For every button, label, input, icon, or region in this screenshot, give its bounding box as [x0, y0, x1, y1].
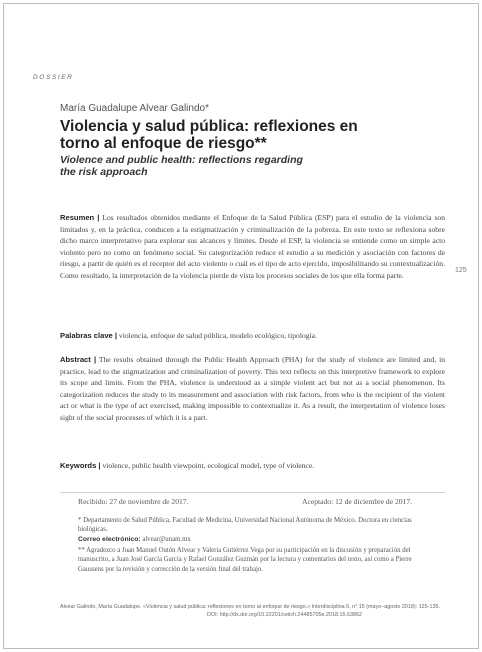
keywords-spanish-label: Palabras clave |	[60, 331, 118, 340]
citation-block	[60, 603, 452, 619]
title-english: Violence and public health: reflections regarding the risk approach	[60, 154, 303, 178]
abstract-spanish-text: Los resultados obtenidos mediante el Enfoque de la Salud Pública (ESP) para el estudio de la violencia son limitados y, en la práctica, conducen a la estigmatización y criminalización de la pobreza. En este texto se reflexiona sobre dicho marco interpretativo para explorar sus alcances y límites. Desde el ESP, la violencia se entiende como un simple acto violento pero no como un fenómeno social. Su categorización reduce el estudio a su medición y asociación con factores de riesgo, a partir de quién es el receptor del acto violento o cuál es el tipo de acto ejercido, imposibilitando su contextualización. Como resultado, la interpretación de la violencia pierde de vista los procesos sociales de los que ella forma parte.	[60, 213, 445, 280]
accepted-date: Aceptado: 12 de diciembre de 2017.	[302, 497, 413, 506]
doi-link[interactable]: DOI: http://dx.doi.org/10.22201/ceiich.24485705e.2018.15.63862	[207, 612, 362, 618]
abstract-spanish	[60, 212, 445, 282]
email-label: Correo electrónico:	[78, 536, 141, 543]
footnote-divider	[60, 492, 445, 493]
footnote-email	[78, 535, 438, 544]
abstract-english	[60, 354, 445, 424]
keywords-spanish-text: violencia, enfoque de salud pública, modelo ecológico, tipología.	[118, 331, 317, 340]
abstract-spanish-label: Resumen |	[60, 213, 100, 222]
title-spanish: Violencia y salud pública: reflexiones en torno al enfoque de riesgo**	[60, 118, 358, 152]
keywords-english-label: Keywords |	[60, 461, 101, 470]
author-name: María Guadalupe Alvear Galindo*	[60, 103, 209, 114]
keywords-english	[60, 460, 445, 472]
citation-text: Alvear Galindo, María Guadalupe. «Violencia y salud pública: reflexiones en torno al enfoque de riesgo.» Interdisciplina 6, n° 15 (mayo–agosto 2018): 125-135.	[60, 604, 440, 610]
keywords-spanish	[60, 330, 445, 342]
footnote-acknowledgements: ** Agradezco a Juan Manuel Outón Alvear y Valeria Gutiérrez Vega por su participación en la discusión y preparación del manuscrito, a Juan José García García y Rafael González Guzmán por la lectura y comentarios del texto, así como a Pierre Gaussens por la revisión y corrección de la versión final del trabajo.	[78, 547, 412, 573]
email-address[interactable]: alvear@unam.mx	[142, 536, 191, 543]
page-number: 125	[455, 267, 467, 274]
abstract-english-text: The results obtained through the Public Health Approach (PHA) for the study of violence are limited and, in practice, lead to the stigmatization and criminalization of poverty. This text reflects on this interpretive framework to explore its scope and limits. From the PHA, violence is understood as a simple violent act but not as a social phenomenon. Its categorization reduces the study to its measurement and association with risk factors, from who is the recipient of the violent act or what is the type of act exercised, making impossible to contextualize it. As a result, the interpretation of violence loses sight of the social processes of which it is a part.	[60, 355, 445, 422]
abstract-english-label: Abstract |	[60, 355, 97, 364]
footnote-affiliation: * Departamento de Salud Pública, Facultad de Medicina, Universidad Nacional Autónoma de México. Doctora en ciencias biológicas.	[78, 517, 412, 534]
section-label: DOSSIER	[33, 74, 74, 81]
received-date: Recibido: 27 de noviembre de 2017.	[78, 497, 189, 506]
keywords-english-text: violence, public health viewpoint, ecological model, type of violence.	[102, 461, 315, 470]
